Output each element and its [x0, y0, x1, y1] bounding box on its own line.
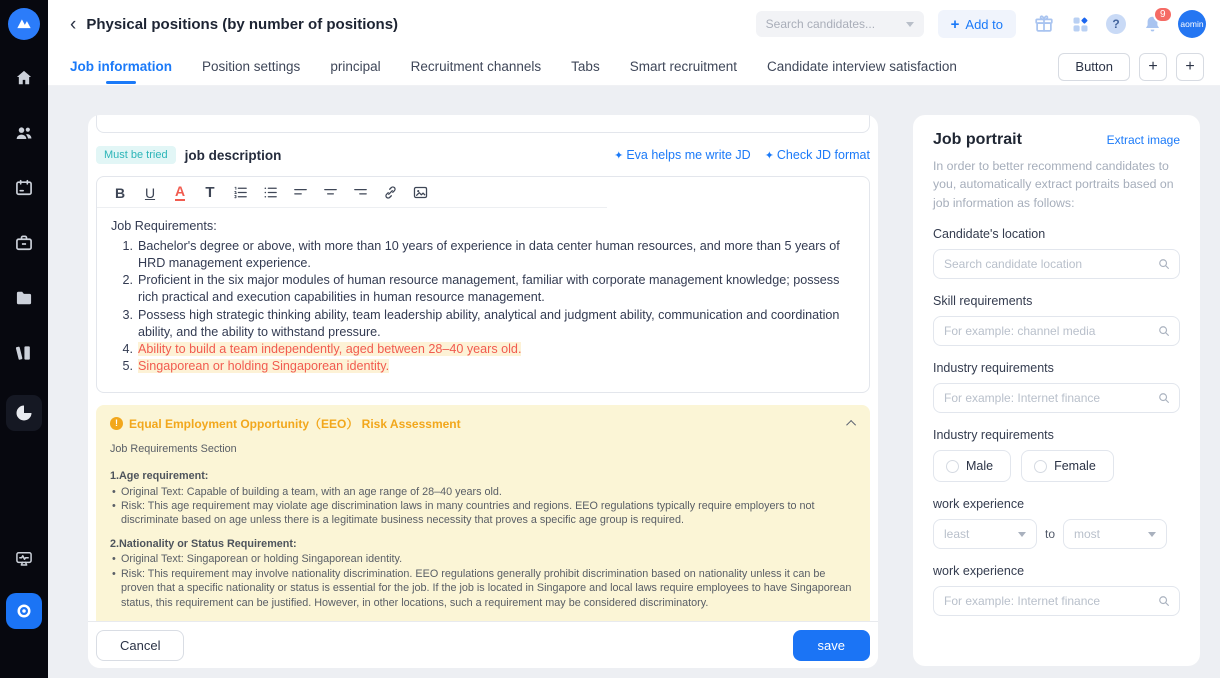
tab-smart-recruitment[interactable]: Smart recruitment: [629, 59, 737, 74]
top-header: [48, 0, 1220, 48]
gender-female-radio[interactable]: Female: [1021, 450, 1114, 482]
eeo-risk-assessment: [96, 405, 870, 648]
save-button[interactable]: save: [793, 630, 870, 661]
chevron-down-icon: [1018, 532, 1026, 537]
jobs-briefcase-icon[interactable]: [14, 233, 34, 253]
reports-pie-chart-icon[interactable]: [6, 395, 42, 431]
eva-write-jd-link[interactable]: ✦ Eva helps me write JD: [614, 148, 751, 162]
image-icon[interactable]: [405, 184, 435, 201]
home-icon[interactable]: [14, 68, 34, 88]
warning-icon: !: [110, 417, 123, 430]
experience-min-select[interactable]: least: [933, 519, 1037, 549]
calendar-icon[interactable]: [14, 178, 34, 198]
library-icon[interactable]: [14, 343, 34, 363]
app-logo-icon[interactable]: [8, 8, 40, 40]
truncated-input-field[interactable]: [96, 115, 870, 133]
jd-editor-content[interactable]: [97, 208, 869, 391]
sparkle-icon: ✦: [614, 149, 624, 162]
align-left-icon[interactable]: [285, 184, 315, 201]
eeo-bullet: • Risk: This age requirement may violate age discrimination laws in many countries and regions. EEO regulations typically require employers to not discriminate based on age unless there is a legitimate business necessity that proves a specific age group is required.: [110, 499, 856, 528]
font-color-icon[interactable]: A: [175, 184, 185, 201]
gift-icon[interactable]: [1026, 13, 1062, 35]
extract-image-link[interactable]: Extract image: [1106, 133, 1180, 147]
experience-max-select[interactable]: most: [1063, 519, 1167, 549]
job-description-label: job description: [184, 147, 282, 163]
monitor-pulse-icon[interactable]: [14, 549, 34, 569]
search-icon: [1157, 594, 1171, 608]
tab-position-settings[interactable]: Position settings: [202, 59, 301, 74]
cancel-button[interactable]: Cancel: [96, 630, 184, 661]
field-label-skill-requirements: Skill requirements: [933, 294, 1033, 309]
job-portrait-title: Job portrait: [933, 131, 1022, 148]
add-tab-button-2[interactable]: +: [1176, 53, 1204, 81]
align-center-icon[interactable]: [315, 184, 345, 201]
eeo-title: Equal Employment Opportunity（EEO） Risk Assessment: [129, 416, 461, 431]
jd-requirement-item: 3. Possess high strategic thinking ability, team leadership ability, analytical and judgment ability, communication and coordination ability, and the ability to withstand pressure.: [122, 307, 840, 339]
help-icon[interactable]: ?: [1098, 14, 1134, 34]
eeo-section-heading: Job Requirements Section: [110, 442, 237, 455]
tab-bar: [48, 48, 1220, 86]
jd-editor: [96, 176, 870, 393]
avatar[interactable]: aomin: [1178, 10, 1206, 38]
tab-recruitment-channels[interactable]: Recruitment channels: [410, 59, 542, 74]
back-icon[interactable]: ‹: [70, 13, 77, 35]
collapse-chevron-icon[interactable]: [846, 420, 856, 430]
eeo-bullet: • Risk: This requirement may involve nationality discrimination. EEO regulations generally prohibit discrimination based on nationality unless it can be proven that a specific nationality or status is essential for the job. If the job is located in Singapore and local laws require employees to have Singaporean status, this requirement can be justified. However, in other locations, such a requirement may be considered discriminatory.: [110, 567, 856, 610]
underline-icon[interactable]: U: [144, 184, 156, 201]
button-action[interactable]: Button: [1058, 53, 1130, 81]
field-label-gender: Industry requirements: [933, 428, 1054, 443]
check-jd-format-link[interactable]: ✦ Check JD format: [764, 148, 870, 162]
eeo-block-heading: 1.Age requirement:: [110, 470, 209, 483]
notification-badge: 9: [1153, 6, 1173, 23]
page-title: Physical positions (by number of positions): [86, 15, 399, 33]
range-joiner: to: [1045, 527, 1056, 542]
industry-requirements-input[interactable]: [933, 383, 1180, 413]
notifications-bell-icon[interactable]: [1134, 8, 1170, 35]
editor-toolbar: [97, 177, 869, 208]
must-be-tried-tag: Must be tried: [96, 146, 176, 164]
form-footer: [88, 621, 878, 668]
skill-requirements-input[interactable]: [933, 316, 1180, 346]
candidate-location-input[interactable]: [933, 249, 1180, 279]
eeo-bullet: • Original Text: Capable of building a team, with an age range of 28–40 years old.: [110, 485, 856, 499]
plus-icon: +: [950, 15, 960, 33]
chevron-down-icon: [1148, 532, 1156, 537]
radio-icon: [946, 460, 959, 473]
add-to-button[interactable]: + Add to: [938, 10, 1016, 38]
tab-tabs[interactable]: Tabs: [571, 59, 600, 74]
jd-requirement-item-flagged: 5. Singaporean or holding Singaporean identity.: [122, 359, 390, 374]
link-icon[interactable]: [375, 184, 405, 201]
ai-assistant-icon[interactable]: [6, 593, 42, 629]
jd-requirement-item: 1. Bachelor's degree or above, with more than 10 years of experience in data center human resources, and more than 5 years of HRD management experience.: [122, 238, 840, 270]
job-portrait-description: In order to better recommend candidates to you, automatically extract portraits based on job information as follows:: [933, 159, 1174, 210]
chevron-down-icon: [906, 22, 914, 27]
search-icon: [1157, 324, 1171, 338]
add-tab-button[interactable]: +: [1139, 53, 1167, 81]
tab-candidate-interview-satisfaction[interactable]: Candidate interview satisfaction: [766, 59, 957, 74]
field-label-work-experience-2: work experience: [933, 564, 1025, 579]
tab-job-information[interactable]: Job information: [70, 59, 172, 74]
sidebar: [0, 0, 48, 678]
radio-icon: [1034, 460, 1047, 473]
gender-male-radio[interactable]: Male: [933, 450, 1011, 482]
jd-heading: Job Requirements:: [111, 219, 217, 234]
search-icon: [1157, 391, 1171, 405]
search-input[interactable]: [766, 17, 906, 31]
jd-requirement-item: 2. Proficient in the six major modules of human resource management, familiar with corporate management knowledge; possess rich practical and execution capabilities in human resource management.: [122, 273, 840, 305]
candidates-icon[interactable]: [14, 123, 34, 143]
job-form-card: [88, 115, 878, 668]
text-size-icon[interactable]: T: [205, 184, 215, 202]
eeo-bullet: • Original Text: Singaporean or holding Singaporean identity.: [110, 552, 856, 566]
align-right-icon[interactable]: [345, 184, 375, 201]
search-icon: [1157, 257, 1171, 271]
sparkle-icon: ✦: [764, 149, 774, 162]
field-label-work-experience: work experience: [933, 497, 1025, 512]
jd-requirement-item-flagged: 4. Ability to build a team independently, aged between 28–40 years old.: [122, 342, 522, 357]
apps-grid-icon[interactable]: [1062, 14, 1098, 35]
eeo-block-heading: 2.Nationality or Status Requirement:: [110, 537, 297, 550]
bold-icon[interactable]: B: [114, 184, 126, 201]
candidate-search[interactable]: [756, 11, 924, 37]
work-experience-input[interactable]: [933, 586, 1180, 616]
ordered-list-icon[interactable]: [225, 184, 255, 201]
field-label-candidate-location: Candidate's location: [933, 227, 1046, 242]
job-portrait-panel: [913, 115, 1200, 666]
tab-principal[interactable]: principal: [330, 59, 381, 74]
folder-icon[interactable]: [14, 288, 34, 308]
unordered-list-icon[interactable]: [255, 184, 285, 201]
field-label-industry-requirements: Industry requirements: [933, 361, 1054, 376]
